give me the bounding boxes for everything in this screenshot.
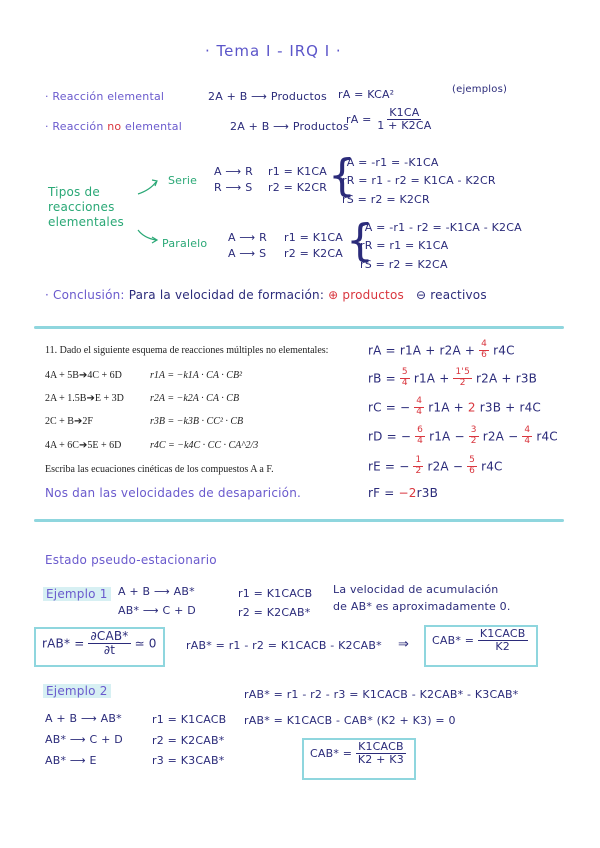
serie-rA: rA = -r1 = -K1CA bbox=[342, 156, 439, 169]
rC-frac1 bbox=[414, 397, 424, 418]
rB-d1: 4 bbox=[401, 377, 408, 388]
reaction-4-rate: r4C = −k4C · CC · CA^2/3 bbox=[150, 440, 259, 451]
ej1-note1: La velocidad de acumulación bbox=[333, 583, 499, 596]
eq-rF bbox=[368, 486, 438, 500]
rB-n1: 5 bbox=[401, 367, 408, 377]
rD-frac2 bbox=[469, 426, 479, 447]
conclusion-text: Para la velocidad de formación: bbox=[128, 288, 325, 302]
rB-d2: 2 bbox=[459, 377, 466, 388]
serie-r1: r1 = K1CA bbox=[268, 165, 327, 178]
rate-lhs: rA = bbox=[346, 113, 372, 127]
ej2-r1: r1 = K1CACB bbox=[152, 713, 227, 726]
rF-tail: r3B bbox=[416, 486, 439, 500]
serie-rS: rS = r2 = K2CR bbox=[342, 193, 430, 206]
rD-n1: 6 bbox=[417, 425, 424, 435]
paralelo-eq2: A ⟶ S bbox=[228, 247, 267, 260]
paralelo-label: Paralelo bbox=[162, 237, 208, 250]
serie-rR: rR = r1 - r2 = K1CA - K2CR bbox=[342, 174, 496, 187]
box1-num: ∂CAB* bbox=[90, 629, 129, 643]
rE-frac1 bbox=[413, 456, 423, 477]
box1-lhs: rAB* = bbox=[42, 636, 85, 651]
rC-n1: 4 bbox=[416, 396, 423, 406]
reaccion-no-elemental-label bbox=[45, 120, 182, 133]
reaction-3-rate: r3B = −k3B · CC² · CB bbox=[150, 416, 244, 427]
box3-frac bbox=[356, 741, 406, 766]
conclusion-plus: ⊕ productos bbox=[328, 288, 404, 302]
box3-num: K1CACB bbox=[358, 740, 404, 753]
paralelo-r1: r1 = K1CA bbox=[284, 231, 343, 244]
paralelo-rR: rR = r1 = K1CA bbox=[360, 239, 449, 252]
rE-m2: r4C bbox=[481, 459, 503, 474]
rE-lhs: rE = − bbox=[368, 459, 410, 474]
note-velocidades: Nos dan las velocidades de desaparición. bbox=[45, 486, 302, 500]
rC-m2: r3B + r4C bbox=[479, 400, 541, 415]
box3-content bbox=[310, 741, 406, 766]
ej1-eq2: AB* ⟶ C + D bbox=[118, 604, 196, 617]
ejemplo2-text: Ejemplo 2 bbox=[43, 684, 111, 698]
rE-d2: 6 bbox=[469, 465, 476, 476]
rB-m1: r1A + bbox=[413, 371, 450, 386]
reaction-1-eq: 4A + 5B➔4C + 6D bbox=[45, 370, 122, 381]
ej2-eq3: AB* ⟶ E bbox=[45, 754, 97, 767]
page-title: · Tema I - IRQ I · bbox=[205, 42, 342, 60]
rE-d1: 2 bbox=[415, 465, 422, 476]
rD-d1: 4 bbox=[417, 435, 424, 446]
rA-num: 4 bbox=[481, 339, 488, 349]
rB-lhs: rB = bbox=[368, 371, 396, 386]
eq-rA bbox=[368, 340, 515, 361]
reaction-3-eq: 2C + B➔2F bbox=[45, 416, 93, 427]
reaccion-no-elemental-equation: 2A + B ⟶ Productos bbox=[230, 120, 349, 133]
ej1-r1: r1 = K1CACB bbox=[238, 587, 313, 600]
ej1-note2: de AB* es aproximadamente 0. bbox=[333, 600, 511, 613]
rate-fraction bbox=[375, 107, 433, 132]
conclusion-label: · Conclusión: bbox=[45, 288, 125, 302]
rD-frac1 bbox=[415, 426, 425, 447]
serie-brace: { bbox=[328, 150, 356, 201]
box1-rhs: ≃ 0 bbox=[134, 636, 157, 651]
ej2-line1: rAB* = r1 - r2 - r3 = K1CACB - K2CAB* - K3CAB* bbox=[244, 688, 519, 701]
rB-frac1 bbox=[400, 368, 410, 389]
rD-d3: 4 bbox=[524, 435, 531, 446]
ej1-r2: r2 = K2CAB* bbox=[238, 606, 311, 619]
examples-note: (ejemplos) bbox=[452, 84, 508, 95]
paralelo-brace: { bbox=[346, 215, 374, 266]
box2-content bbox=[432, 628, 528, 653]
reaccion-elemental-label: · Reacción elemental bbox=[45, 90, 165, 103]
reaccion-no-elemental-rate bbox=[346, 107, 434, 132]
question: Escriba las ecuaciones cinéticas de los compuestos A a F. bbox=[45, 464, 274, 475]
serie-eq2: R ⟶ S bbox=[214, 181, 253, 194]
rA-frac bbox=[479, 340, 489, 361]
box3-den: K2 + K3 bbox=[357, 753, 404, 767]
box3-lhs: CAB* = bbox=[310, 747, 353, 761]
reaccion-elemental-rate: rA = KCA² bbox=[338, 88, 395, 101]
rate-den: 1 + K2CA bbox=[377, 119, 432, 133]
reaccion-elemental-equation: 2A + B ⟶ Productos bbox=[208, 90, 327, 103]
label-part-b: elemental bbox=[121, 120, 182, 133]
rA-lhs: rA = r1A + r2A + bbox=[368, 343, 476, 358]
rD-frac3 bbox=[522, 426, 532, 447]
conclusion-minus: ⊖ reactivos bbox=[415, 288, 487, 302]
conclusion bbox=[45, 288, 487, 302]
rC-d1: 4 bbox=[416, 406, 423, 417]
box1-frac bbox=[88, 630, 130, 657]
problem-statement: 11. Dado el siguiente esquema de reacciones múltiples no elementales: bbox=[45, 345, 329, 356]
rB-n2: 1'5 bbox=[455, 367, 471, 377]
pseudo-heading: Estado pseudo-estacionario bbox=[45, 553, 217, 567]
paralelo-eq1: A ⟶ R bbox=[228, 231, 267, 244]
ej2-r3: r3 = K3CAB* bbox=[152, 754, 225, 767]
rate-num: K1CA bbox=[389, 106, 420, 119]
tipos-label-2: reacciones bbox=[48, 200, 115, 214]
rD-m2: r2A − bbox=[482, 429, 519, 444]
serie-label: Serie bbox=[168, 174, 198, 187]
rD-m3: r4C bbox=[536, 429, 558, 444]
rA-tail: r4C bbox=[493, 343, 515, 358]
label-part-a: · Reacción bbox=[45, 120, 108, 133]
ej2-line2: rAB* = K1CACB - CAB* (K2 + K3) = 0 bbox=[244, 714, 456, 727]
rD-lhs: rD = − bbox=[368, 429, 412, 444]
ej1-eq1: A + B ⟶ AB* bbox=[118, 585, 195, 598]
ej2-r2: r2 = K2CAB* bbox=[152, 734, 225, 747]
box2-num: K1CACB bbox=[479, 627, 526, 640]
rD-m1: r1A − bbox=[429, 429, 465, 444]
rA-den: 6 bbox=[481, 349, 488, 360]
eq-rC bbox=[368, 397, 541, 418]
rE-m1: r2A − bbox=[427, 459, 464, 474]
label-no: no bbox=[107, 120, 122, 133]
reaction-4-eq: 4A + 6C➔5E + 6D bbox=[45, 440, 122, 451]
box1-den: ∂t bbox=[103, 643, 116, 658]
eq-rE bbox=[368, 456, 503, 477]
rC-lhs: rC = − bbox=[368, 400, 411, 415]
reaction-2-rate: r2A = −k2A · CA · CB bbox=[150, 393, 240, 404]
rE-n1: 1 bbox=[415, 455, 422, 465]
reaction-2-eq: 2A + 1.5B➔E + 3D bbox=[45, 393, 124, 404]
box2-den: K2 bbox=[495, 640, 511, 654]
implies-arrow: ⇒ bbox=[398, 637, 410, 652]
eq-rD bbox=[368, 426, 558, 447]
rD-n2: 3 bbox=[470, 425, 477, 435]
box1-content bbox=[42, 630, 157, 657]
paralelo-r2: r2 = K2CA bbox=[284, 247, 343, 260]
ejemplo1-label bbox=[43, 587, 111, 601]
rE-n2: 5 bbox=[469, 455, 476, 465]
rC-c2: 2 bbox=[467, 400, 476, 415]
rE-frac2 bbox=[467, 456, 477, 477]
tipos-label-3: elementales bbox=[48, 215, 125, 229]
ej2-eq1: A + B ⟶ AB* bbox=[45, 712, 122, 725]
paralelo-rS: rS = r2 = K2CA bbox=[360, 258, 448, 271]
ejemplo1-text: Ejemplo 1 bbox=[43, 587, 111, 601]
rD-n3: 4 bbox=[524, 425, 531, 435]
rC-m1: r1A + bbox=[428, 400, 468, 415]
rB-frac2 bbox=[453, 368, 472, 389]
rF-lhs: rF = bbox=[368, 486, 399, 500]
ej1-mid-eq: rAB* = r1 - r2 = K1CACB - K2CAB* bbox=[186, 639, 382, 652]
paralelo-rA: rA = -r1 - r2 = -K1CA - K2CA bbox=[360, 221, 522, 234]
tipos-label-1: Tipos de bbox=[48, 185, 100, 199]
divider-1 bbox=[34, 326, 564, 329]
eq-rB bbox=[368, 368, 537, 389]
serie-eq1: A ⟶ R bbox=[214, 165, 253, 178]
divider-2 bbox=[34, 519, 564, 522]
serie-r2: r2 = K2CR bbox=[268, 181, 328, 194]
box2-lhs: CAB* = bbox=[432, 634, 475, 648]
reaction-1-rate: r1A = −k1A · CA · CB² bbox=[150, 370, 243, 381]
rB-m2: r2A + r3B bbox=[476, 371, 538, 386]
ejemplo2-label bbox=[43, 684, 111, 698]
ej2-eq2: AB* ⟶ C + D bbox=[45, 733, 123, 746]
rF-c: −2 bbox=[398, 486, 417, 500]
rD-d2: 2 bbox=[470, 435, 477, 446]
box2-frac bbox=[478, 628, 528, 653]
